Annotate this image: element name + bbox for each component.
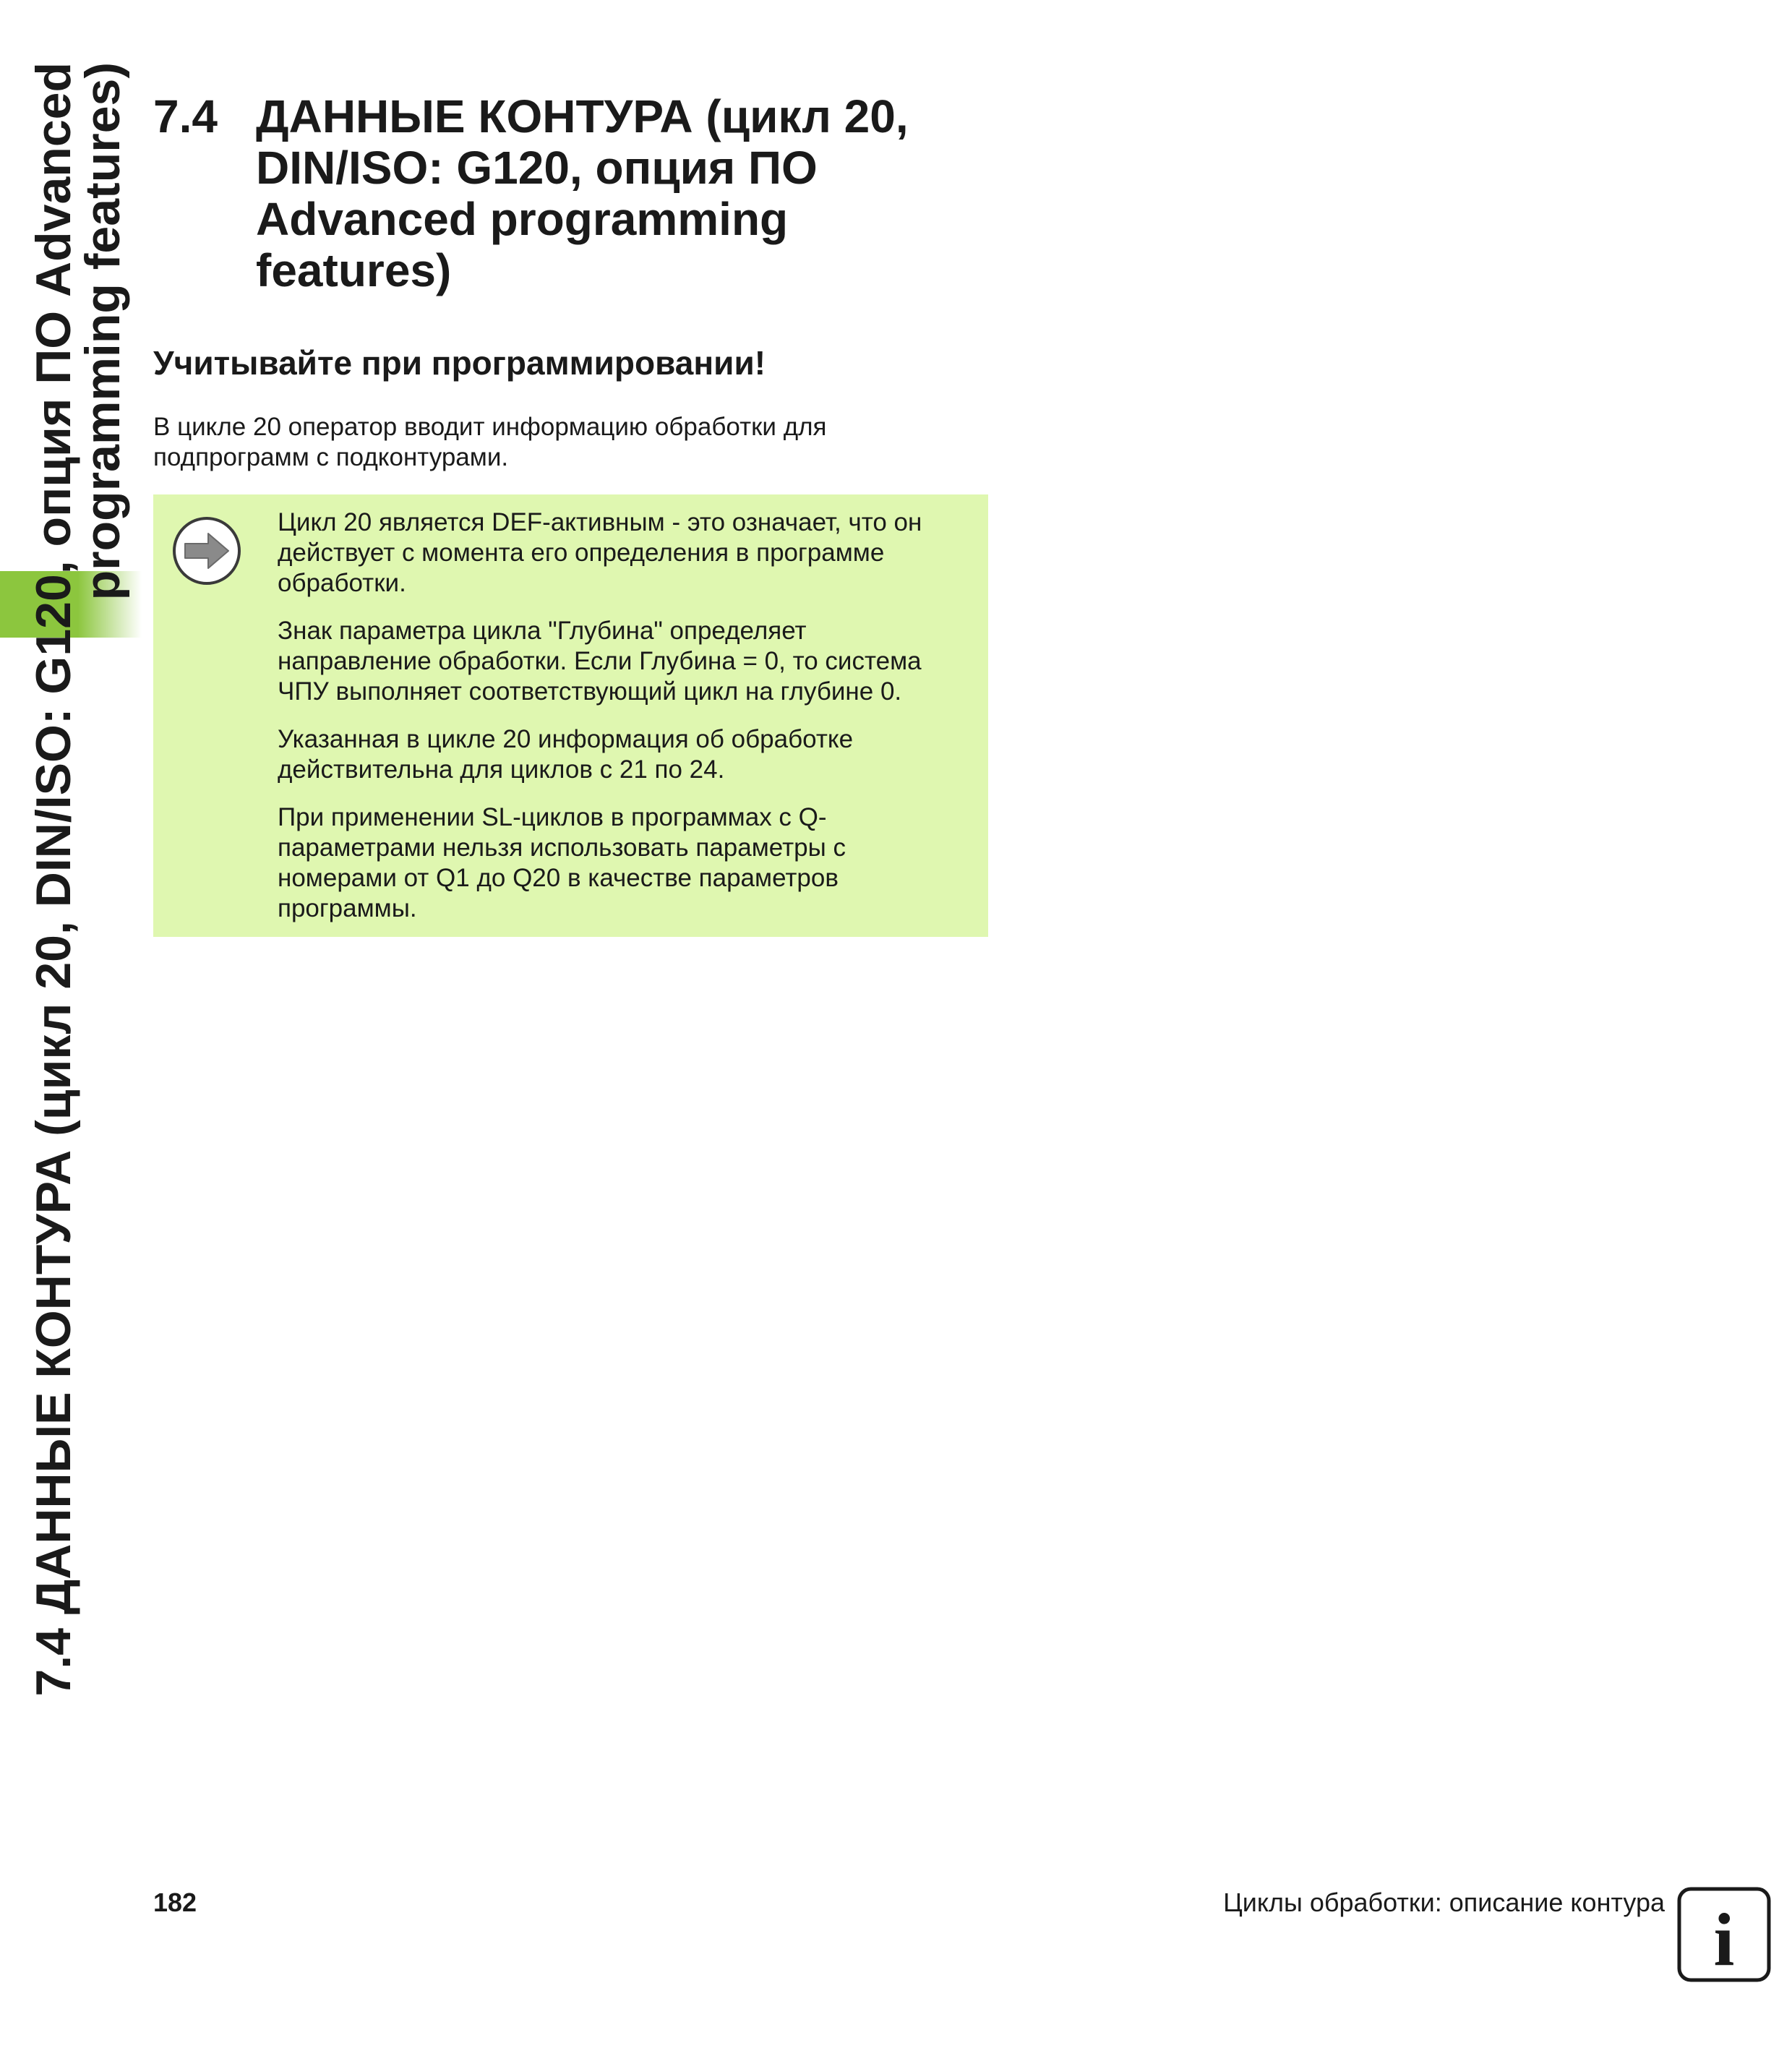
note-box [153,494,988,937]
info-icon [1677,1887,1771,1982]
note-paragraph [278,507,972,599]
note-line: Знак параметра цикла "Глубина" определяет [278,617,807,645]
note-line: программы. [278,894,417,922]
section-number: 7.4 [153,90,218,142]
intro-paragraph [153,412,992,473]
section-title [256,91,1022,296]
section-title-line: ДАННЫЕ КОНТУРА (цикл 20, [256,90,909,142]
arrow-right-icon [172,516,241,586]
section-title-line: DIN/ISO: G120, опция ПО [256,142,818,194]
subheading: Учитывайте при программировании! [153,344,766,382]
note-line: номерами от Q1 до Q20 в качестве параметров [278,864,839,892]
note-line: действует с момента его определения в программе [278,539,885,567]
info-icon-glyph: i [1713,1898,1735,1981]
side-title-line-2: programming features) [75,62,130,601]
section-title-line: features) [256,244,452,296]
side-chapter-title [26,62,130,1710]
note-line: обработки. [278,569,406,597]
note-line: параметрами нельзя использовать параметры с [278,834,846,862]
note-line: При применении SL-циклов в программах с Q- [278,803,827,831]
intro-line: подпрограмм с подконтурами. [153,443,509,471]
intro-line: В цикле 20 оператор вводит информацию обработки для [153,413,827,441]
note-paragraph [278,616,972,707]
side-title-line-1: 7.4 ДАННЫЕ КОНТУРА (цикл 20, DIN/ISO: G120, опция ПО Advanced [26,62,81,1697]
note-line: направление обработки. Если Глубина = 0, то система [278,647,922,675]
note-paragraph [278,802,972,924]
note-line: Цикл 20 является DEF-активным - это означает, что он [278,508,922,536]
page-number: 182 [153,1888,197,1917]
section-title-line: Advanced programming [256,193,789,245]
note-text [278,507,972,941]
note-line: Указанная в цикле 20 информация об обработке [278,725,854,753]
note-paragraph [278,724,972,785]
note-line: действительна для циклов с 21 по 24. [278,755,725,784]
note-line: ЧПУ выполняет соответствующий цикл на глубине 0. [278,677,902,706]
footer-chapter-title: Циклы обработки: описание контура [1223,1888,1665,1917]
